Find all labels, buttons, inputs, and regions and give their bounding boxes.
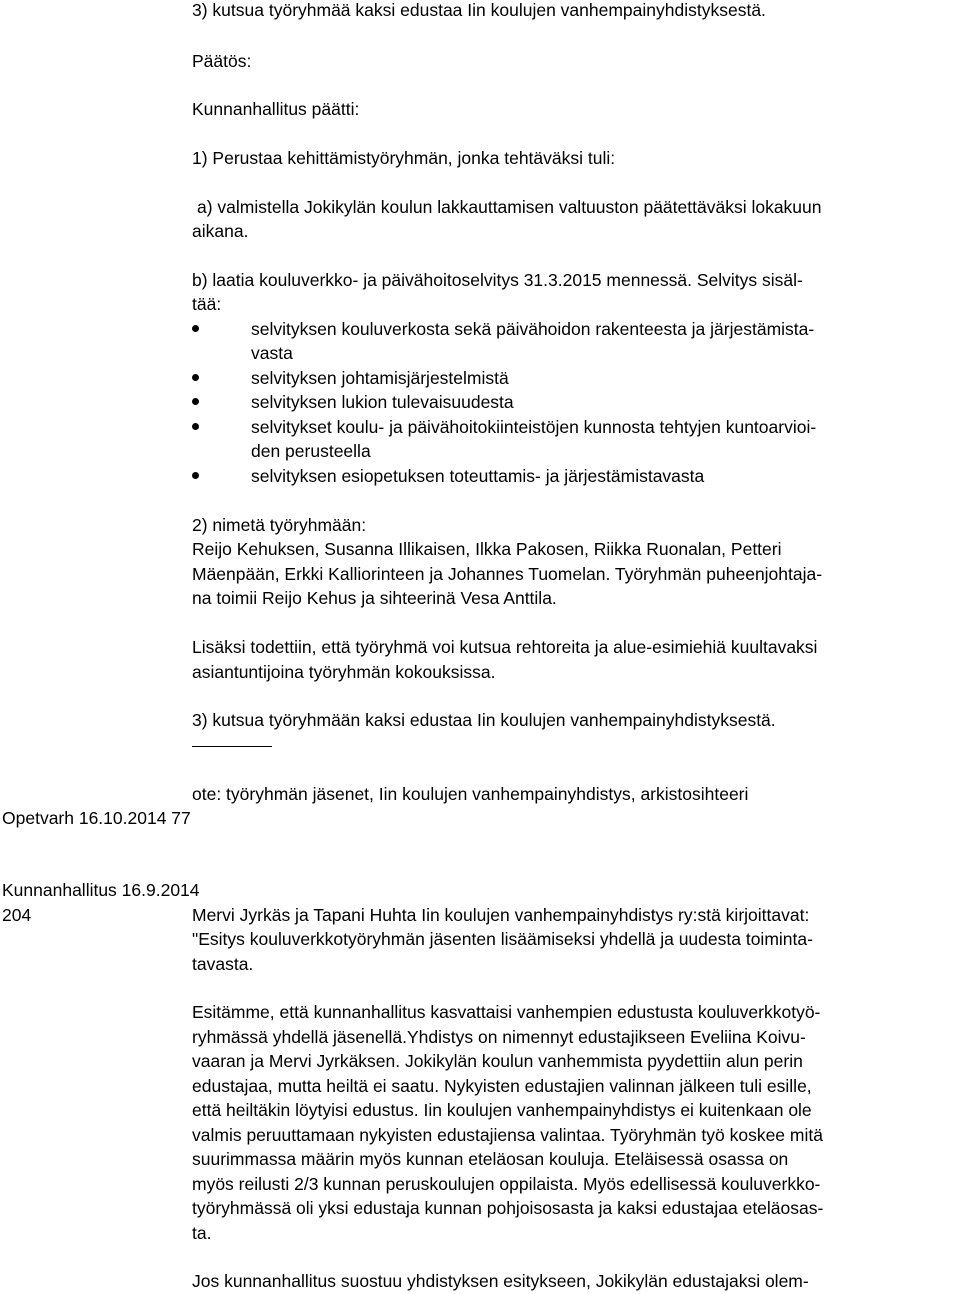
proposal-line10: ta. <box>192 1223 212 1243</box>
additional-line2: asiantuntijoina työryhmän kokouksissa. <box>192 662 496 682</box>
meeting-heading: Kunnanhallitus 16.9.2014 <box>2 880 200 900</box>
last-line: Jos kunnanhallitus suostuu yhdistyksen esitykseen, Jokikylän edustajaksi olem- <box>192 1271 809 1291</box>
proposal-line5: että heiltäkin löytyisi edustus. Iin koulujen vanhempainyhdistys ei kuitenkaan ole <box>192 1100 812 1120</box>
item2-line4: na toimii Reijo Kehus ja sihteerinä Vesa Anttila. <box>192 588 557 608</box>
section-reference: Opetvarh 16.10.2014 77 <box>2 808 191 828</box>
intro-line2: "Esitys kouluverkkotyöryhmän jäsenten lisäämiseksi yhdellä ja uudesta toiminta- <box>192 929 813 949</box>
bullet-3: selvityksen lukion tulevaisuudesta <box>251 392 514 412</box>
bullet-1-line2: vasta <box>251 343 293 363</box>
proposal-line6: valmis peruuttamaan nykyisten edustajiensa valintaa. Työryhmän työ koskee mitä <box>192 1125 823 1145</box>
bullet-4-line1: selvitykset koulu- ja päivähoitokiinteistöjen kunnosta tehtyjen kuntoarvioi- <box>251 417 817 437</box>
bullet-icon <box>192 325 199 332</box>
item1b-line2: tää: <box>192 294 222 314</box>
additional-line1: Lisäksi todettiin, että työryhmä voi kutsua rehtoreita ja alue-esimiehiä kuultavaksi <box>192 637 818 657</box>
separator-rule <box>192 746 272 747</box>
proposal-line9: työryhmässä oli yksi edustaja kunnan pohjoisosasta ja kaksi edustajaa eteläosas- <box>192 1198 824 1218</box>
item1a-line1: a) valmistella Jokikylän koulun lakkauttamisen valtuuston päätettäväksi lokakuun <box>197 197 822 217</box>
bullet-5: selvityksen esiopetuksen toteuttamis- ja järjestämistavasta <box>251 466 705 486</box>
proposal-line2: ryhmässä yhdellä jäsenellä.Yhdistys on nimennyt edustajikseen Eveliina Koivu- <box>192 1027 806 1047</box>
bullet-icon <box>192 374 199 381</box>
bullet-icon <box>192 423 199 430</box>
proposal-line7: suurimmassa määrin myös kunnan eteläosan kouluja. Eteläisessä osassa on <box>192 1149 789 1169</box>
item-number: 204 <box>2 905 32 925</box>
item3: 3) kutsua työryhmään kaksi edustaa Iin koulujen vanhempainyhdistyksestä. <box>192 710 776 730</box>
proposal-line4: edustajaa, mutta heiltä ei saatu. Nykyisten edustajien valinnan jälkeen tuli esille, <box>192 1076 812 1096</box>
item2-line3: Mäenpään, Erkki Kalliorinteen ja Johannes Tuomelan. Työryhmän puheenjohtaja- <box>192 564 823 584</box>
item2-line1: 2) nimetä työryhmään: <box>192 515 367 535</box>
intro-line1: Mervi Jyrkäs ja Tapani Huhta Iin koulujen vanhempainyhdistys ry:stä kirjoittavat: <box>192 905 810 925</box>
decision-label: Päätös: <box>192 51 252 71</box>
bullet-icon <box>192 472 199 479</box>
bullet-icon <box>192 398 199 405</box>
bullet-2: selvityksen johtamisjärjestelmistä <box>251 368 509 388</box>
top-line: 3) kutsua työryhmää kaksi edustaa Iin koulujen vanhempainyhdistyksestä. <box>192 0 766 20</box>
item1a-line2: aikana. <box>192 221 249 241</box>
intro-line3: tavasta. <box>192 954 254 974</box>
board-decided: Kunnanhallitus päätti: <box>192 99 360 119</box>
proposal-line3: vaaran ja Mervi Jyrkäksen. Jokikylän koulun vanhemmista pyydettiin alun perin <box>192 1051 803 1071</box>
item1-intro: 1) Perustaa kehittämistyöryhmän, jonka tehtäväksi tuli: <box>192 148 616 168</box>
excerpt-line: ote: työryhmän jäsenet, Iin koulujen vanhempainyhdistys, arkistosihteeri <box>192 784 749 804</box>
proposal-line1: Esitämme, että kunnanhallitus kasvattaisi vanhempien edustusta kouluverkkotyö- <box>192 1002 821 1022</box>
bullet-4-line2: den perusteella <box>251 441 371 461</box>
item2-line2: Reijo Kehuksen, Susanna Illikaisen, Ilkka Pakosen, Riikka Ruonalan, Petteri <box>192 539 782 559</box>
item1b-line1: b) laatia kouluverkko- ja päivähoitoselvitys 31.3.2015 mennessä. Selvitys sisäl- <box>192 270 803 290</box>
proposal-line8: myös reilusti 2/3 kunnan peruskoulujen oppilaista. Myös edellisessä kouluverkko- <box>192 1174 821 1194</box>
bullet-1-line1: selvityksen kouluverkosta sekä päivähoidon rakenteesta ja järjestämista- <box>251 319 815 339</box>
